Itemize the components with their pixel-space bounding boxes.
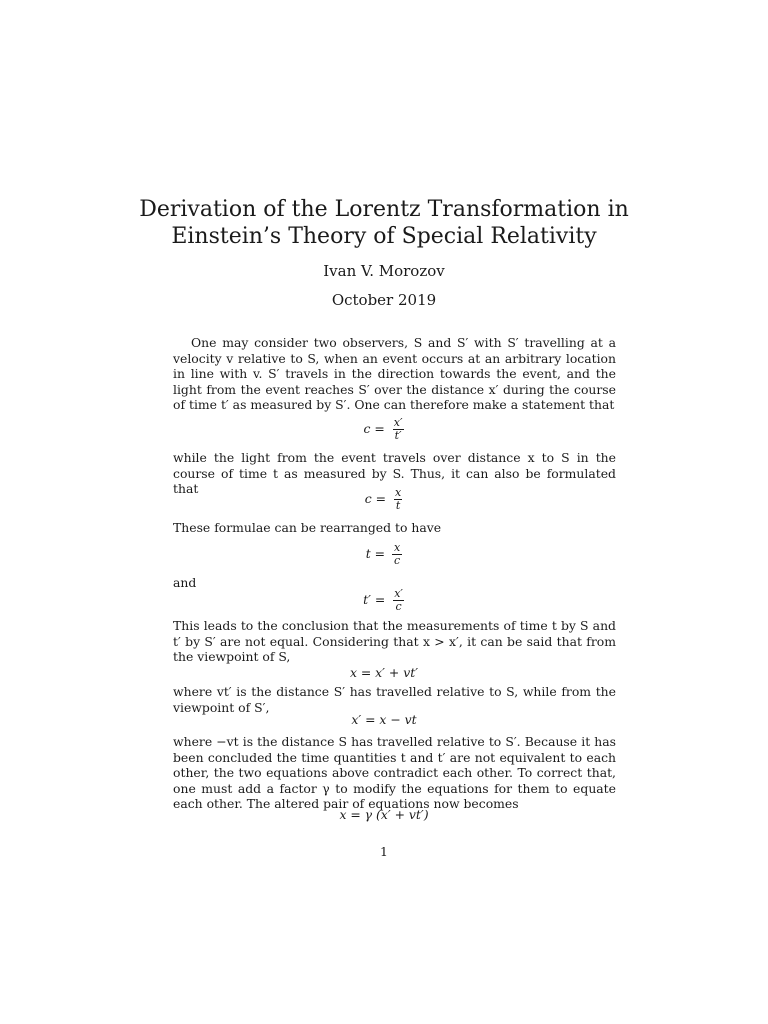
title-line-1: Derivation of the Lorentz Transformation in bbox=[139, 197, 629, 222]
equation-lhs: c = bbox=[363, 421, 385, 436]
title-line-2: Einstein’s Theory of Special Relativity bbox=[171, 224, 597, 249]
denominator: t′ bbox=[394, 429, 402, 442]
page-number: 1 bbox=[380, 844, 388, 859]
numerator: x′ bbox=[394, 587, 403, 600]
equation-t-x-over-c bbox=[0, 542, 768, 567]
fraction bbox=[393, 487, 403, 512]
fraction bbox=[392, 588, 405, 613]
paragraph-1: One may consider two observers, S and S′ with S′ travelling at a velocity v relative to S, when an event occurs at an arbitrary location in line with v. S′ travels in the direction towards the event, and the light from the event reaches S′ over the distance x′ during the course of time t′ as measured by S′. One can therefore make a statement that bbox=[173, 335, 616, 413]
equation-lhs: c = bbox=[364, 491, 387, 506]
equation-t-prime-x-prime-over-c bbox=[0, 588, 768, 613]
numerator: x′ bbox=[393, 416, 403, 429]
equation-c-x-prime-over-t-prime bbox=[0, 417, 768, 442]
fraction bbox=[392, 417, 405, 442]
fraction bbox=[392, 542, 402, 567]
author: Ivan V. Morozov bbox=[323, 262, 445, 280]
equation-c-x-over-t bbox=[0, 487, 768, 512]
date: October 2019 bbox=[331, 291, 437, 309]
equation-x-from-s: x = x′ + vt′ bbox=[349, 665, 419, 680]
denominator: c bbox=[394, 554, 401, 567]
equation-lhs: t′ = bbox=[363, 592, 386, 607]
equation-x-gamma: x = γ (x′ + vt′) bbox=[339, 807, 429, 822]
paragraph-2: while the light from the event travels over distance x to S in the course of time t as measured by S. Thus, it can also be formulated that bbox=[173, 450, 616, 497]
paragraph-6: where vt′ is the distance S′ has travelled relative to S, while from the viewpoint of S′, bbox=[173, 684, 616, 715]
paragraph-3: These formulae can be rearranged to have bbox=[173, 520, 442, 535]
paragraph-5: This leads to the conclusion that the measurements of time t by S and t′ by S′ are not equal. Considering that x > x′, it can be said that from the viewpoint of S, bbox=[173, 618, 616, 665]
numerator: x bbox=[395, 486, 402, 499]
equation-lhs: t = bbox=[365, 546, 386, 561]
denominator: t bbox=[395, 499, 401, 512]
paragraph-4: and bbox=[173, 575, 197, 590]
numerator: x bbox=[394, 541, 401, 554]
equation-x-prime-from-s-prime: x′ = x − vt bbox=[351, 712, 417, 727]
paragraph-7: where −vt is the distance S has travelled relative to S′. Because it has been concluded the time quantities t and t′ are not equivalent to each other, the two equations above contradict each other. To correct that, one must add a factor γ to modify the equations for them to equate each other. The altered pair of equations now becomes bbox=[173, 734, 616, 812]
denominator: c bbox=[395, 600, 402, 613]
